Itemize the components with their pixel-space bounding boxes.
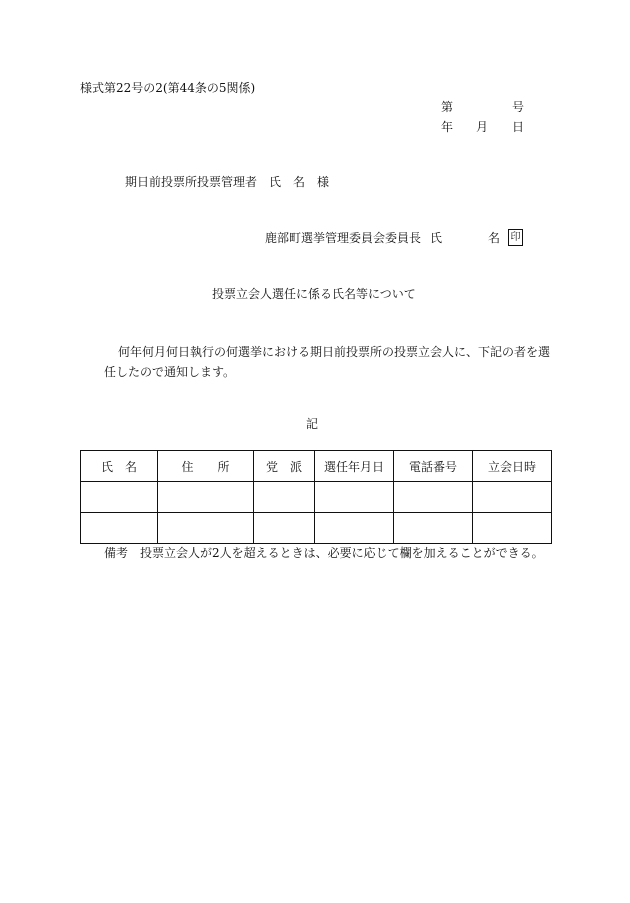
table-cell bbox=[315, 482, 394, 513]
table-cell bbox=[254, 482, 315, 513]
header-address: 住 所 bbox=[158, 451, 254, 482]
table-cell bbox=[394, 513, 473, 544]
header-name: 氏 名 bbox=[81, 451, 158, 482]
remarks-note: 備考 投票立会人が2人を超えるときは、必要に応じて欄を加えることができる。 bbox=[104, 546, 544, 560]
table-header-row bbox=[81, 451, 552, 482]
table-row bbox=[81, 482, 552, 513]
date-year-label: 年 bbox=[441, 120, 454, 134]
header-appointment-date: 選任年月日 bbox=[315, 451, 394, 482]
date-month-label: 月 bbox=[476, 120, 489, 134]
ki-heading: 記 bbox=[306, 417, 319, 431]
document-number-prefix: 第 bbox=[441, 100, 454, 114]
sender-title: 鹿部町選挙管理委員会委員長 bbox=[265, 231, 422, 245]
table-row bbox=[81, 513, 552, 544]
seal-box: 印 bbox=[508, 229, 523, 246]
sender-name-label-2: 名 bbox=[488, 231, 501, 245]
table-cell bbox=[81, 482, 158, 513]
addressee: 期日前投票所投票管理者 氏 名 様 bbox=[125, 175, 330, 189]
subject-title: 投票立会人選任に係る氏名等について bbox=[212, 287, 416, 301]
table-cell bbox=[473, 513, 552, 544]
table-cell bbox=[473, 482, 552, 513]
header-phone: 電話番号 bbox=[394, 451, 473, 482]
date-day-label: 日 bbox=[512, 120, 525, 134]
table-cell bbox=[158, 513, 254, 544]
form-number: 様式第22号の2(第44条の5関係) bbox=[80, 81, 256, 95]
header-attendance-datetime: 立会日時 bbox=[473, 451, 552, 482]
header-party: 党 派 bbox=[254, 451, 315, 482]
document-number-suffix: 号 bbox=[512, 100, 525, 114]
table-cell bbox=[158, 482, 254, 513]
appointee-table bbox=[80, 450, 552, 544]
table-cell bbox=[81, 513, 158, 544]
table-cell bbox=[254, 513, 315, 544]
table-cell bbox=[315, 513, 394, 544]
table-cell bbox=[394, 482, 473, 513]
body-paragraph: 何年何月何日執行の何選挙における期日前投票所の投票立会人に、下記の者を選任したので通知します。 bbox=[104, 345, 551, 379]
sender-name-label-1: 氏 bbox=[430, 231, 443, 245]
